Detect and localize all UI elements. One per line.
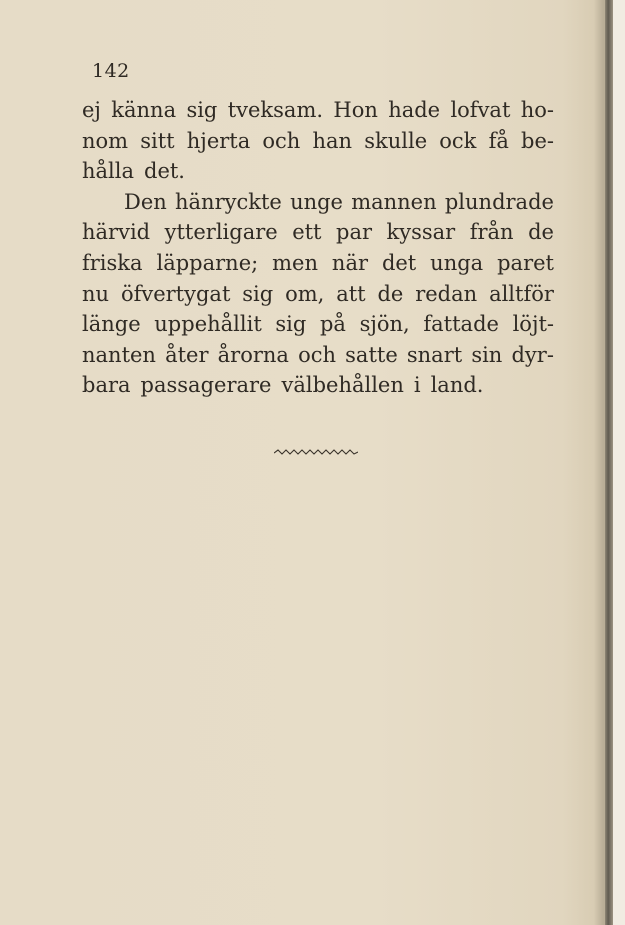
word: redan	[415, 281, 478, 306]
text-line	[82, 187, 554, 218]
word: Den	[124, 189, 167, 214]
word: få	[488, 128, 509, 153]
word: uppehållit	[154, 312, 262, 337]
word: satte	[345, 342, 398, 367]
word: plundrade	[444, 189, 554, 214]
body-text	[82, 95, 554, 401]
word: dyr-	[511, 342, 554, 367]
word: mannen	[351, 189, 437, 214]
word: bara	[82, 373, 131, 398]
word: Hon	[333, 98, 378, 122]
word: ho-	[520, 98, 554, 122]
word: kyssar	[386, 220, 456, 245]
word: och	[262, 128, 301, 153]
word: på	[319, 312, 346, 337]
word: och	[298, 342, 337, 367]
text-line	[82, 370, 554, 401]
word: unga	[430, 250, 484, 275]
word: sig	[242, 281, 274, 306]
word: hjerta	[186, 128, 251, 153]
word: de	[528, 220, 554, 245]
word: ett	[292, 220, 322, 245]
word: sig	[186, 98, 218, 122]
page-edge	[613, 0, 625, 925]
word: hade	[388, 98, 441, 122]
word: alltför	[489, 281, 554, 306]
word: friska	[82, 250, 143, 275]
word: nanten	[82, 342, 156, 367]
word: hålla	[82, 159, 134, 184]
text-line	[82, 309, 554, 340]
word: det.	[144, 159, 185, 184]
word: när	[331, 250, 369, 275]
word: ej	[82, 98, 101, 122]
word: land.	[430, 373, 484, 398]
word: men	[272, 250, 318, 275]
text-line	[82, 95, 554, 126]
word: att	[336, 281, 366, 306]
word: paret	[497, 250, 554, 275]
word: härvid	[82, 220, 151, 245]
wavy-divider-icon	[274, 448, 358, 458]
word: nu	[82, 281, 110, 306]
word: nom	[82, 128, 129, 153]
word: tveksam.	[227, 98, 324, 122]
text-line	[82, 279, 554, 310]
word: par	[336, 220, 373, 245]
word: snart	[406, 342, 463, 367]
word: han	[312, 128, 353, 153]
word: från	[469, 220, 514, 245]
word: be-	[521, 128, 554, 153]
word: passagerare	[140, 373, 272, 398]
word: sitt	[140, 128, 175, 153]
word: åter	[165, 342, 209, 367]
text-line	[82, 156, 554, 187]
text-line	[82, 126, 554, 157]
word: känna	[111, 98, 177, 122]
word: sjön,	[359, 312, 410, 337]
word: skulle	[364, 128, 428, 153]
word: unge	[290, 189, 343, 214]
word: det	[381, 250, 417, 275]
word: sig	[275, 312, 307, 337]
text-line	[82, 248, 554, 279]
word: i	[413, 373, 421, 398]
binding-shadow	[605, 0, 613, 925]
word: välbehållen	[281, 373, 404, 398]
word: sin	[471, 342, 503, 367]
word: löjt-	[512, 312, 554, 337]
word: årorna	[217, 342, 289, 367]
word: länge	[82, 312, 141, 337]
word: läpparne;	[156, 250, 259, 275]
word: lofvat	[450, 98, 511, 122]
word: öfvertygat	[120, 281, 231, 306]
word: de	[377, 281, 404, 306]
text-line	[82, 340, 554, 371]
page-number: 142	[92, 60, 130, 82]
word: fattade	[423, 312, 499, 337]
word: ock	[439, 128, 477, 153]
word: hänryckte	[175, 189, 282, 214]
word: om,	[285, 281, 325, 306]
word: ytterligare	[164, 220, 278, 245]
text-line	[82, 217, 554, 248]
